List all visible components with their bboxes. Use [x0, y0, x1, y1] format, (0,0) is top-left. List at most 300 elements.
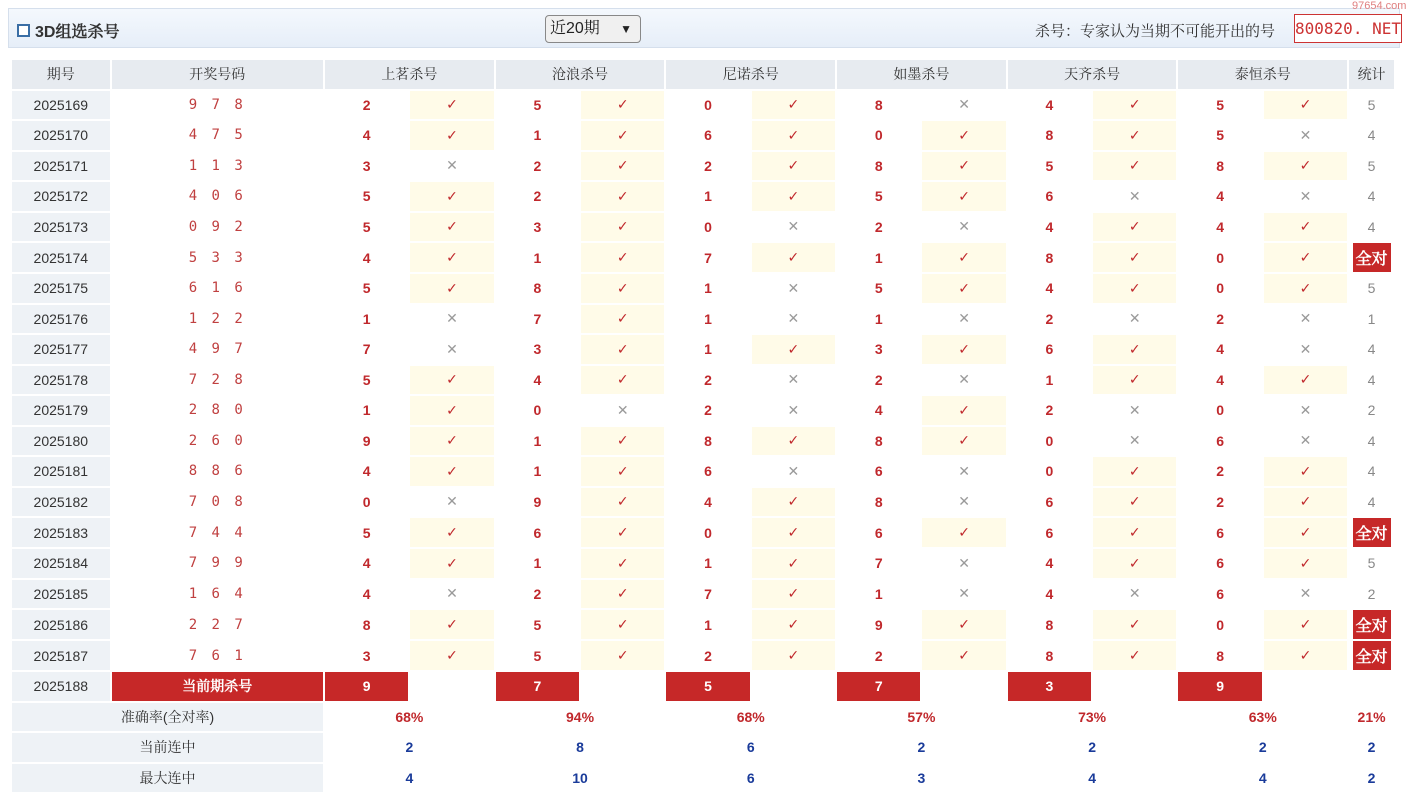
stat-value: 4 — [1367, 218, 1376, 235]
check-icon: ✓ — [1264, 549, 1347, 578]
kill-number-cell: 2 — [1178, 305, 1261, 334]
cross-icon: ✕ — [752, 396, 835, 425]
checkbox-icon[interactable] — [17, 24, 30, 37]
kill-table — [10, 58, 1396, 794]
kill-number-cell: 9 — [325, 427, 408, 456]
kill-number-cell: 4 — [325, 121, 408, 150]
accuracy-value: 73% — [1008, 703, 1177, 732]
all-correct-badge: 全对 — [1353, 243, 1391, 272]
kill-number-cell: 0 — [1178, 396, 1261, 425]
col-expert-5: 天齐杀号 — [1008, 60, 1177, 89]
cross-icon: ✕ — [752, 305, 835, 334]
accuracy-value: 68% — [666, 703, 835, 732]
col-expert-2: 沧浪杀号 — [496, 60, 665, 89]
max-streak-value: 4 — [1178, 764, 1347, 793]
kill-number-cell: 4 — [1008, 91, 1091, 120]
cross-icon: ✕ — [922, 305, 1005, 334]
kill-number-cell: 8 — [666, 427, 749, 456]
stat-cell — [1349, 152, 1394, 181]
streak-value: 2 — [325, 733, 494, 762]
kill-number-cell: 6 — [1008, 182, 1091, 211]
kill-number-cell: 7 — [666, 243, 749, 272]
kill-number-cell: 1 — [837, 580, 920, 609]
stat-cell — [1349, 182, 1394, 211]
kill-number-cell: 5 — [325, 274, 408, 303]
check-icon: ✓ — [581, 457, 664, 486]
check-icon: ✓ — [752, 518, 835, 547]
check-icon: ✓ — [1093, 641, 1176, 670]
kill-number-cell: 2 — [1008, 396, 1091, 425]
kill-number-cell: 5 — [325, 518, 408, 547]
check-icon: ✓ — [752, 488, 835, 517]
kill-number-cell: 0 — [1178, 243, 1261, 272]
cross-icon: ✕ — [922, 549, 1005, 578]
table-row — [12, 580, 1394, 609]
table-row — [12, 182, 1394, 211]
kill-number-cell: 6 — [1178, 427, 1261, 456]
stat-cell — [1349, 610, 1394, 639]
kill-number-cell: 1 — [837, 243, 920, 272]
draw-number-cell: 5 3 3 — [112, 243, 323, 272]
check-icon: ✓ — [1264, 366, 1347, 395]
streak-value: 8 — [496, 733, 665, 762]
check-icon: ✓ — [922, 427, 1005, 456]
check-icon: ✓ — [410, 121, 493, 150]
kill-number-cell: 1 — [1008, 366, 1091, 395]
kill-number-cell: 7 — [666, 580, 749, 609]
current-kill-1: 9 — [325, 672, 408, 701]
current-label: 当前期杀号 — [112, 672, 323, 701]
check-icon: ✓ — [1264, 610, 1347, 639]
watermark: 97654.com — [1352, 0, 1407, 12]
kill-number-cell: 2 — [837, 366, 920, 395]
check-icon: ✓ — [581, 305, 664, 334]
kill-number-cell: 7 — [325, 335, 408, 364]
kill-number-cell: 8 — [496, 274, 579, 303]
check-icon: ✓ — [1093, 91, 1176, 120]
kill-number-cell: 2 — [666, 152, 749, 181]
draw-number-cell: 4 9 7 — [112, 335, 323, 364]
kill-number-cell: 4 — [496, 366, 579, 395]
stat-value: 5 — [1367, 280, 1376, 297]
kill-number-cell: 0 — [666, 91, 749, 120]
check-icon: ✓ — [581, 335, 664, 364]
stat-value: 1 — [1367, 310, 1376, 327]
check-icon: ✓ — [581, 182, 664, 211]
check-icon: ✓ — [922, 152, 1005, 181]
stat-cell — [1349, 518, 1394, 547]
check-icon: ✓ — [752, 427, 835, 456]
kill-number-cell: 5 — [1008, 152, 1091, 181]
kill-number-cell: 6 — [1178, 518, 1261, 547]
kill-number-cell: 5 — [837, 182, 920, 211]
col-expert-4: 如墨杀号 — [837, 60, 1006, 89]
stat-cell — [1349, 427, 1394, 456]
check-icon: ✓ — [1093, 549, 1176, 578]
cross-icon: ✕ — [410, 152, 493, 181]
kill-description: 杀号：专家认为当期不可能开出的号 — [1035, 23, 1276, 40]
check-icon: ✓ — [581, 580, 664, 609]
current-kill-3: 5 — [666, 672, 749, 701]
draw-number-cell: 1 2 2 — [112, 305, 323, 334]
period-cell: 2025174 — [12, 243, 110, 272]
period-cell: 2025175 — [12, 274, 110, 303]
accuracy-label: 准确率(全对率) — [12, 703, 323, 732]
kill-number-cell: 8 — [837, 427, 920, 456]
check-icon: ✓ — [752, 610, 835, 639]
check-icon: ✓ — [752, 182, 835, 211]
kill-number-cell: 1 — [666, 182, 749, 211]
stat-value: 4 — [1367, 463, 1376, 480]
check-icon: ✓ — [410, 457, 493, 486]
all-correct-badge: 全对 — [1353, 641, 1391, 670]
cross-icon: ✕ — [1264, 396, 1347, 425]
kill-number-cell: 3 — [325, 641, 408, 670]
kill-number-cell: 2 — [666, 396, 749, 425]
stat-cell — [1349, 213, 1394, 242]
draw-number-cell: 2 8 0 — [112, 396, 323, 425]
check-icon: ✓ — [1264, 518, 1347, 547]
kill-number-cell: 0 — [496, 396, 579, 425]
check-icon: ✓ — [752, 641, 835, 670]
draw-number-cell: 7 4 4 — [112, 518, 323, 547]
kill-number-cell: 6 — [837, 518, 920, 547]
cross-icon: ✕ — [752, 274, 835, 303]
table-row — [12, 121, 1394, 150]
max-streak-value: 6 — [666, 764, 835, 793]
check-icon: ✓ — [410, 213, 493, 242]
cross-icon: ✕ — [1264, 121, 1347, 150]
kill-number-cell: 4 — [325, 549, 408, 578]
table-row — [12, 213, 1394, 242]
check-icon: ✓ — [752, 243, 835, 272]
table-row — [12, 518, 1394, 547]
stat-cell — [1349, 305, 1394, 334]
top-bar — [8, 8, 1400, 48]
kill-number-cell: 8 — [1178, 641, 1261, 670]
kill-number-cell: 8 — [325, 610, 408, 639]
check-icon: ✓ — [581, 121, 664, 150]
check-icon: ✓ — [581, 366, 664, 395]
table-row — [12, 641, 1394, 670]
kill-number-cell: 5 — [1178, 91, 1261, 120]
check-icon: ✓ — [752, 580, 835, 609]
draw-number-cell: 7 9 9 — [112, 549, 323, 578]
all-correct-badge: 全对 — [1353, 610, 1391, 639]
kill-number-cell: 4 — [1178, 335, 1261, 364]
check-icon: ✓ — [581, 518, 664, 547]
table-row — [12, 610, 1394, 639]
streak-value: 6 — [666, 733, 835, 762]
table-row — [12, 457, 1394, 486]
kill-number-cell: 4 — [837, 396, 920, 425]
check-icon: ✓ — [1264, 213, 1347, 242]
period-select-value: 近20期 — [550, 20, 600, 37]
kill-number-cell: 6 — [666, 121, 749, 150]
check-icon: ✓ — [1093, 152, 1176, 181]
kill-number-cell: 3 — [837, 335, 920, 364]
kill-number-cell: 1 — [666, 335, 749, 364]
col-expert-3: 尼诺杀号 — [666, 60, 835, 89]
check-icon: ✓ — [922, 274, 1005, 303]
cross-icon: ✕ — [1264, 427, 1347, 456]
kill-number-cell: 1 — [666, 549, 749, 578]
check-icon: ✓ — [1093, 488, 1176, 517]
col-draw: 开奖号码 — [112, 60, 323, 89]
kill-number-cell: 6 — [1008, 518, 1091, 547]
table-row — [12, 274, 1394, 303]
streak-value: 2 — [1178, 733, 1347, 762]
kill-number-cell: 5 — [496, 641, 579, 670]
check-icon: ✓ — [1093, 121, 1176, 150]
all-correct-badge: 全对 — [1353, 518, 1391, 547]
cross-icon: ✕ — [752, 213, 835, 242]
kill-number-cell: 8 — [837, 488, 920, 517]
max-streak-total: 2 — [1349, 764, 1394, 793]
cross-icon: ✕ — [1264, 305, 1347, 334]
check-icon: ✓ — [410, 641, 493, 670]
kill-number-cell: 2 — [325, 91, 408, 120]
stat-value: 4 — [1367, 188, 1376, 205]
cross-icon: ✕ — [922, 457, 1005, 486]
draw-number-cell: 1 6 4 — [112, 580, 323, 609]
cross-icon: ✕ — [922, 580, 1005, 609]
table-row — [12, 305, 1394, 334]
cross-icon: ✕ — [922, 91, 1005, 120]
cross-icon: ✕ — [1093, 580, 1176, 609]
cross-icon: ✕ — [1093, 427, 1176, 456]
col-expert-1: 上茗杀号 — [325, 60, 494, 89]
draw-number-cell: 7 2 8 — [112, 366, 323, 395]
check-icon: ✓ — [1264, 488, 1347, 517]
kill-number-cell: 6 — [1008, 335, 1091, 364]
check-icon: ✓ — [410, 182, 493, 211]
kill-number-cell: 1 — [496, 427, 579, 456]
period-cell: 2025170 — [12, 121, 110, 150]
kill-number-cell: 2 — [837, 213, 920, 242]
max-streak-label: 最大连中 — [12, 764, 323, 793]
stat-value: 4 — [1367, 432, 1376, 449]
kill-number-cell: 6 — [496, 518, 579, 547]
kill-number-cell: 6 — [1008, 488, 1091, 517]
check-icon: ✓ — [752, 121, 835, 150]
kill-number-cell: 4 — [325, 580, 408, 609]
kill-number-cell: 6 — [1178, 580, 1261, 609]
kill-number-cell: 1 — [325, 396, 408, 425]
check-icon: ✓ — [922, 335, 1005, 364]
kill-number-cell: 8 — [837, 152, 920, 181]
period-cell: 2025187 — [12, 641, 110, 670]
streak-value: 2 — [1008, 733, 1177, 762]
check-icon: ✓ — [1264, 274, 1347, 303]
period-cell: 2025171 — [12, 152, 110, 181]
stat-cell — [1349, 580, 1394, 609]
header-row — [12, 60, 1394, 89]
kill-number-cell: 0 — [325, 488, 408, 517]
kill-number-cell: 5 — [837, 274, 920, 303]
stat-cell — [1349, 366, 1394, 395]
kill-number-cell: 5 — [1178, 121, 1261, 150]
table-row — [12, 335, 1394, 364]
kill-number-cell: 2 — [666, 366, 749, 395]
draw-number-cell: 2 2 7 — [112, 610, 323, 639]
check-icon: ✓ — [581, 610, 664, 639]
kill-number-cell: 8 — [1008, 641, 1091, 670]
check-icon: ✓ — [922, 641, 1005, 670]
cross-icon: ✕ — [752, 457, 835, 486]
check-icon: ✓ — [922, 396, 1005, 425]
check-icon: ✓ — [1264, 243, 1347, 272]
check-icon: ✓ — [922, 182, 1005, 211]
period-cell: 2025186 — [12, 610, 110, 639]
kill-number-cell: 7 — [837, 549, 920, 578]
stat-value: 4 — [1367, 371, 1376, 388]
check-icon: ✓ — [410, 243, 493, 272]
kill-number-cell: 3 — [325, 152, 408, 181]
check-icon: ✓ — [1093, 243, 1176, 272]
check-icon: ✓ — [1093, 274, 1176, 303]
check-icon: ✓ — [581, 213, 664, 242]
check-icon: ✓ — [1264, 152, 1347, 181]
check-icon: ✓ — [752, 152, 835, 181]
cross-icon: ✕ — [922, 366, 1005, 395]
check-icon: ✓ — [581, 91, 664, 120]
max-streak-row — [12, 764, 1394, 793]
kill-number-cell: 5 — [496, 610, 579, 639]
check-icon: ✓ — [1093, 610, 1176, 639]
kill-number-cell: 0 — [666, 213, 749, 242]
period-cell: 2025178 — [12, 366, 110, 395]
stat-cell — [1349, 335, 1394, 364]
table-row — [12, 549, 1394, 578]
stat-cell — [1349, 396, 1394, 425]
check-icon: ✓ — [410, 610, 493, 639]
stat-value: 2 — [1367, 402, 1376, 419]
draw-number-cell: 6 1 6 — [112, 274, 323, 303]
kill-number-cell: 9 — [496, 488, 579, 517]
chevron-down-icon: ▼ — [620, 22, 632, 36]
kill-number-cell: 2 — [496, 182, 579, 211]
kill-number-cell: 0 — [837, 121, 920, 150]
draw-number-cell: 0 9 2 — [112, 213, 323, 242]
draw-number-cell: 8 8 6 — [112, 457, 323, 486]
cross-icon: ✕ — [410, 335, 493, 364]
period-cell: 2025172 — [12, 182, 110, 211]
stat-value: 4 — [1367, 341, 1376, 358]
kill-number-cell: 8 — [1008, 243, 1091, 272]
cross-icon: ✕ — [410, 580, 493, 609]
kill-number-cell: 4 — [666, 488, 749, 517]
max-streak-value: 4 — [1008, 764, 1177, 793]
draw-number-cell: 7 6 1 — [112, 641, 323, 670]
stat-cell — [1349, 121, 1394, 150]
kill-number-cell: 1 — [496, 243, 579, 272]
stat-cell — [1349, 488, 1394, 517]
kill-number-cell: 1 — [666, 305, 749, 334]
stat-cell — [1349, 243, 1394, 272]
period-select[interactable] — [545, 15, 641, 43]
kill-number-cell: 4 — [1178, 182, 1261, 211]
draw-number-cell: 2 6 0 — [112, 427, 323, 456]
cross-icon: ✕ — [581, 396, 664, 425]
period-cell: 2025185 — [12, 580, 110, 609]
max-streak-value: 10 — [496, 764, 665, 793]
kill-number-cell: 4 — [325, 243, 408, 272]
current-kill-2: 7 — [496, 672, 579, 701]
draw-number-cell: 1 1 3 — [112, 152, 323, 181]
kill-number-cell: 4 — [1008, 274, 1091, 303]
period-cell: 2025179 — [12, 396, 110, 425]
stat-cell — [1349, 641, 1394, 670]
check-icon: ✓ — [410, 396, 493, 425]
stat-cell — [1349, 274, 1394, 303]
accuracy-row — [12, 703, 1394, 732]
check-icon: ✓ — [1093, 213, 1176, 242]
stat-value: 5 — [1367, 555, 1376, 572]
site-badge: 800820. NET — [1294, 14, 1402, 43]
check-icon: ✓ — [581, 152, 664, 181]
cross-icon: ✕ — [1093, 305, 1176, 334]
cross-icon: ✕ — [1264, 335, 1347, 364]
table-body — [12, 91, 1394, 671]
max-streak-value: 4 — [325, 764, 494, 793]
title-group — [17, 19, 119, 42]
stat-value: 2 — [1367, 585, 1376, 602]
check-icon: ✓ — [1093, 457, 1176, 486]
kill-number-cell: 2 — [1178, 457, 1261, 486]
check-icon: ✓ — [922, 610, 1005, 639]
period-cell: 2025169 — [12, 91, 110, 120]
draw-number-cell: 4 0 6 — [112, 182, 323, 211]
kill-number-cell: 9 — [837, 610, 920, 639]
kill-number-cell: 1 — [837, 305, 920, 334]
check-icon: ✓ — [410, 366, 493, 395]
period-cell: 2025184 — [12, 549, 110, 578]
kill-number-cell: 6 — [1178, 549, 1261, 578]
accuracy-value: 57% — [837, 703, 1006, 732]
check-icon: ✓ — [581, 549, 664, 578]
check-icon: ✓ — [1264, 457, 1347, 486]
check-icon: ✓ — [410, 549, 493, 578]
check-icon: ✓ — [922, 243, 1005, 272]
table-row — [12, 91, 1394, 120]
current-row — [12, 672, 1394, 701]
check-icon: ✓ — [1093, 366, 1176, 395]
kill-number-cell: 1 — [496, 121, 579, 150]
current-kill-6: 9 — [1178, 672, 1261, 701]
check-icon: ✓ — [410, 91, 493, 120]
kill-number-cell: 2 — [496, 152, 579, 181]
cross-icon: ✕ — [922, 213, 1005, 242]
kill-number-cell: 2 — [837, 641, 920, 670]
cross-icon: ✕ — [752, 366, 835, 395]
draw-number-cell: 9 7 8 — [112, 91, 323, 120]
check-icon: ✓ — [581, 274, 664, 303]
kill-number-cell: 0 — [1008, 457, 1091, 486]
col-period: 期号 — [12, 60, 110, 89]
max-streak-value: 3 — [837, 764, 1006, 793]
kill-number-cell: 8 — [1008, 121, 1091, 150]
kill-number-cell: 5 — [325, 182, 408, 211]
kill-number-cell: 0 — [666, 518, 749, 547]
kill-number-cell: 4 — [1008, 580, 1091, 609]
kill-number-cell: 1 — [666, 274, 749, 303]
check-icon: ✓ — [410, 518, 493, 547]
check-icon: ✓ — [752, 549, 835, 578]
kill-number-cell: 2 — [666, 641, 749, 670]
stat-value: 4 — [1367, 127, 1376, 144]
current-period: 2025188 — [12, 672, 110, 701]
